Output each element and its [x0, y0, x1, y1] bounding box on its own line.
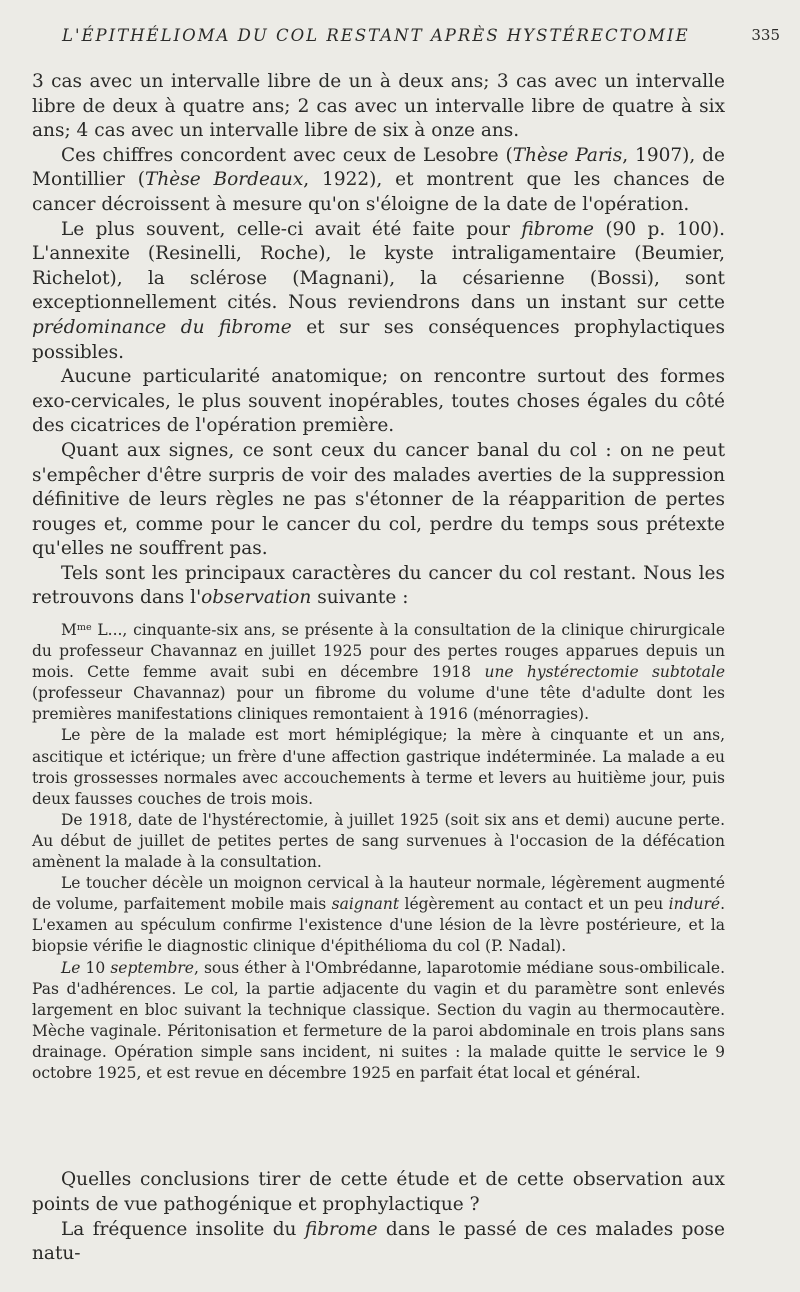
- paragraph-6: [32, 562, 725, 611]
- text-run: , 1922), et montrent que les chances de cancer décroissent à mesure qu'on s'éloigne de la date de l'opération.: [32, 169, 725, 215]
- paragraph-1: 3 cas avec un intervalle libre de un à deux ans; 3 cas avec un intervalle libre de deux à quatre ans; 2 cas avec un intervalle libre de quatre à six ans; 4 cas avec un intervalle libre de six à onze ans.: [32, 71, 725, 142]
- observation-paragraph-2: Le père de la malade est mort hémiplégique; la mère à cinquante et un ans, ascitique et ictérique; un frère d'une affection gastrique indéterminée. La malade a eu trois grossesses normales avec accouchements à terme et levers au huitième jour, puis deux fausses couches de trois mois.: [32, 726, 725, 808]
- emphasis: saignant: [331, 895, 400, 914]
- conclusion-text: [32, 1168, 725, 1267]
- citation-title: Thèse Paris: [512, 144, 623, 166]
- main-text: [32, 70, 725, 611]
- emphasis: fibrome: [521, 218, 594, 240]
- emphasis: prédominance du fibrome: [32, 316, 292, 338]
- text-run: L..., cinquante-six ans, se présente à la consultation de la clinique chirurgicale du professeur Chavannaz en juillet 1925 pour des pertes rouges apparues depuis un mois. Cette femme avait subi en décembre 1918: [32, 621, 725, 682]
- observation-paragraph-3: De 1918, date de l'hystérectomie, à juillet 1925 (soit six ans et demi) aucune perte. Au début de juillet de petites pertes de sang survenues à l'occasion de la défécation amènent la malade à la consultation.: [32, 810, 725, 872]
- paragraph-5: Quant aux signes, ce sont ceux du cancer banal du col : on ne peut s'empêcher d'être surpris de voir des malades averties de la suppression définitive de leurs règles ne pas s'étonner de la réapparition de pertes rouges et, comme pour le cancer du col, perdre du temps sous prétexte qu'elles ne souffrent pas.: [32, 439, 725, 560]
- text-run: légèrement au contact et un peu: [399, 895, 669, 914]
- paragraph-2: [32, 144, 725, 218]
- running-title: L'ÉPITHÉLIOMA DU COL RESTANT APRÈS HYSTÉRECTOMIE: [62, 26, 690, 45]
- emphasis: observation: [201, 587, 312, 609]
- emphasis: septembre: [110, 958, 194, 977]
- emphasis: fibrome: [304, 1218, 378, 1240]
- observation-paragraph-4: [32, 873, 725, 957]
- observation-paragraph-1: [32, 620, 725, 725]
- paragraph-4: Aucune particularité anatomique; on rencontre surtout des formes exo-cervicales, le plus souvent inopérables, toutes choses égales du côté des cicatrices de l'opération première.: [32, 366, 725, 437]
- text-run: . L'examen au spéculum confirme l'existence d'une lésion de la lèvre postérieure, et la biopsie vérifie le diagnostic clinique d'épithélioma du col (P. Nadal).: [32, 895, 725, 956]
- citation-title: Thèse Bordeaux: [145, 169, 304, 191]
- text-run: (professeur Chavannaz) pour un fibrome du volume d'une tête d'adulte dont les premières manifestations cliniques remontaient à 1916 (ménorragies).: [32, 684, 725, 724]
- text-run: M: [61, 621, 77, 639]
- paragraph-3: [32, 218, 725, 366]
- text-run: et sur ses conséquences prophylactiques possibles.: [32, 316, 725, 363]
- text-run: Tels sont les principaux caractères du cancer du col restant. Nous les retrouvons dans l': [32, 562, 725, 609]
- text-run: , 1907), de Montillier (: [32, 144, 725, 191]
- superscript: me: [76, 622, 92, 634]
- observation-paragraph-5: [32, 958, 725, 1085]
- clinical-observation: [32, 620, 725, 1084]
- text-run: La fréquence insolite du: [61, 1218, 305, 1240]
- running-header: [62, 26, 780, 52]
- text-run: (90 p. 100). L'annexite (Resinelli, Roche), le kyste intraligamentaire (Beumier, Richelot), la sclérose (Magnani), la césarienne (Bossi), sont exceptionnellement cités. Nous reviendrons dans un instant sur cette: [32, 218, 725, 314]
- conclusion-paragraph-2: [32, 1218, 725, 1268]
- text-run: 10: [80, 958, 111, 977]
- text-run: Le plus souvent, celle-ci avait été faite pour: [61, 218, 522, 240]
- conclusion-paragraph-1: Quelles conclusions tirer de cette étude et de cette observation aux points de vue pathogénique et prophylactique ?: [32, 1169, 725, 1215]
- text-run: Le toucher décèle un moignon cervical à la hauteur normale, légèrement augmenté de volume, parfaitement mobile mais: [32, 874, 725, 914]
- text-run: , sous éther à l'Ombrédanne, laparotomie médiane sous-ombilicale. Pas d'adhérences. Le col, la partie adjacente du vagin et du paramètre sont enlevés largement en bloc suivant la technique classique. Section du vagin au thermocautère. Mèche vaginale. Péritonisation et fermeture de la paroi abdominale en trois plans sans drainage. Opération simple sans incident, ni suites : la malade quitte le service le 9 octobre 1925, et est revue en décembre 1925 en parfait état local et général.: [32, 958, 725, 1082]
- emphasis: une hystérectomie subtotale: [484, 663, 725, 682]
- emphasis: induré: [668, 895, 721, 914]
- text-run: suivante :: [311, 587, 409, 609]
- text-run: Ces chiffres concordent avec ceux de Lesobre (: [61, 144, 513, 166]
- page-number: 335: [751, 26, 780, 44]
- text-run: dans le passé de ces malades pose natu-: [32, 1218, 725, 1265]
- emphasis: Le: [61, 958, 81, 977]
